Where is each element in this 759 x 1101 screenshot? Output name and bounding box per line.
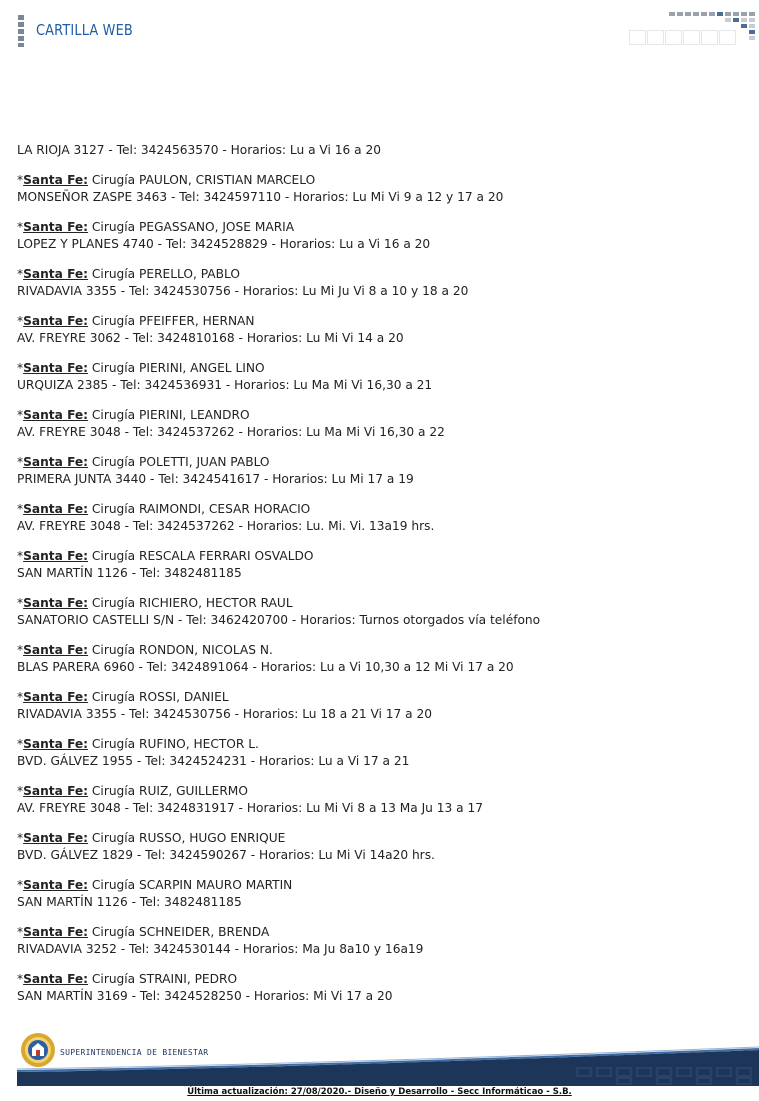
address-line: BVD. GÁLVEZ 1829 - Tel: 3424590267 - Horarios: Lu Mi Vi 14a20 hrs. [17,848,435,862]
list-item [17,313,742,347]
address-line: AV. FREYRE 3048 - Tel: 3424831917 - Horarios: Lu Mi Vi 8 a 13 Ma Ju 13 a 17 [17,801,484,815]
list-item [17,407,742,441]
doctor-name: Cirugía RUIZ, GUILLERMO [91,784,248,798]
address-line: SAN MARTÍN 1126 - Tel: 3482481185 [17,895,242,909]
address-line: BLAS PARERA 6960 - Tel: 3424891064 - Horarios: Lu a Vi 10,30 a 12 Mi Vi 17 a 20 [17,660,514,674]
location-label: Santa Fe: [23,831,89,845]
address-line: SANATORIO CASTELLI S/N - Tel: 3462420700 - Horarios: Turnos otorgados vía teléfono [17,613,541,627]
doctor-name: Cirugía PAULON, CRISTIAN MARCELO [91,173,316,187]
doctor-name: Cirugía SCHNEIDER, BRENDA [91,925,270,939]
doctor-name: Cirugía SCARPIN MAURO MARTIN [91,878,293,892]
doctor-line: *Santa Fe: Cirugía PERELLO, PABLO [17,267,240,281]
location-label: Santa Fe: [23,878,89,892]
doctor-name: Cirugía RICHIERO, HECTOR RAUL [91,596,293,610]
page-header [0,0,759,60]
address-line: RIVADAVIA 3252 - Tel: 3424530144 - Horarios: Ma Ju 8a10 y 16a19 [17,942,424,956]
list-item [17,595,742,629]
doctor-name: Cirugía POLETTI, JUAN PABLO [91,455,270,469]
location-label: Santa Fe: [23,408,89,422]
doctor-line: *Santa Fe: Cirugía RICHIERO, HECTOR RAUL [17,596,293,610]
doctor-line: *Santa Fe: Cirugía RONDON, NICOLAS N. [17,643,273,657]
doctor-name: Cirugía RESCALA FERRARI OSVALDO [91,549,314,563]
location-label: Santa Fe: [23,220,89,234]
doctor-line: *Santa Fe: Cirugía PEGASSANO, JOSE MARIA [17,220,295,234]
location-label: Santa Fe: [23,643,89,657]
location-label: Santa Fe: [23,596,89,610]
address-line: LOPEZ Y PLANES 4740 - Tel: 3424528829 - Horarios: Lu a Vi 16 a 20 [17,237,431,251]
location-label: Santa Fe: [23,267,89,281]
list-item [17,924,742,958]
location-label: Santa Fe: [23,455,89,469]
list-item [17,501,742,535]
location-label: Santa Fe: [23,690,89,704]
header-title: CARTILLA WEB [36,21,133,39]
doctor-line: *Santa Fe: Cirugía PFEIFFER, HERNAN [17,314,255,328]
list-item [17,830,742,864]
doctor-name: Cirugía RUFINO, HECTOR L. [91,737,259,751]
address-line: PRIMERA JUNTA 3440 - Tel: 3424541617 - Horarios: Lu Mi 17 a 19 [17,472,414,486]
doctor-line: *Santa Fe: Cirugía RUFINO, HECTOR L. [17,737,259,751]
institution-seal-icon [20,1032,56,1068]
doctor-line: *Santa Fe: Cirugía PIERINI, ANGEL LINO [17,361,265,375]
doctor-line: *Santa Fe: Cirugía RAIMONDI, CESAR HORACIO [17,502,311,516]
grid-squares-icon [629,10,759,50]
list-item [17,142,742,159]
address-line: AV. FREYRE 3062 - Tel: 3424810168 - Horarios: Lu Mi Vi 14 a 20 [17,331,404,345]
list-item [17,689,742,723]
location-label: Santa Fe: [23,361,89,375]
list-item [17,219,742,253]
location-label: Santa Fe: [23,549,89,563]
stacked-bars-icon [18,15,24,47]
doctor-name: Cirugía PIERINI, ANGEL LINO [91,361,265,375]
doctor-line: *Santa Fe: Cirugía STRAINI, PEDRO [17,972,238,986]
address-line: URQUIZA 2385 - Tel: 3424536931 - Horarios: Lu Ma Mi Vi 16,30 a 21 [17,378,433,392]
doctor-name: Cirugía PFEIFFER, HERNAN [91,314,255,328]
list-item [17,971,742,1005]
location-label: Santa Fe: [23,784,89,798]
doctor-name: Cirugía RUSSO, HUGO ENRIQUE [91,831,286,845]
doctor-name: Cirugía RONDON, NICOLAS N. [91,643,273,657]
location-label: Santa Fe: [23,972,89,986]
doctor-name: Cirugía STRAINI, PEDRO [91,972,238,986]
doctor-line: *Santa Fe: Cirugía RUSSO, HUGO ENRIQUE [17,831,286,845]
location-label: Santa Fe: [23,173,89,187]
doctor-name: Cirugía PERELLO, PABLO [91,267,240,281]
list-item [17,548,742,582]
doctor-name: Cirugía ROSSI, DANIEL [91,690,229,704]
address-line: MONSEÑOR ZASPE 3463 - Tel: 3424597110 - Horarios: Lu Mi Vi 9 a 12 y 17 a 20 [17,190,504,204]
doctor-line: *Santa Fe: Cirugía RUIZ, GUILLERMO [17,784,248,798]
location-label: Santa Fe: [23,925,89,939]
list-item [17,783,742,817]
doctor-name: Cirugía RAIMONDI, CESAR HORACIO [91,502,311,516]
entries-list [17,172,742,1005]
address-line: AV. FREYRE 3048 - Tel: 3424537262 - Horarios: Lu Ma Mi Vi 16,30 a 22 [17,425,445,439]
address-line: LA RIOJA 3127 - Tel: 3424563570 - Horarios: Lu a Vi 16 a 20 [17,143,381,157]
doctor-line: *Santa Fe: Cirugía SCARPIN MAURO MARTIN [17,878,293,892]
doctor-line: *Santa Fe: Cirugía PAULON, CRISTIAN MARCELO [17,173,316,187]
footer-note: Última actualización: 27/08/2020.- Diseño y Desarrollo - Secc Informáticao - S.B. [187,1087,572,1097]
list-item [17,642,742,676]
list-item [17,360,742,394]
list-item [17,266,742,300]
location-label: Santa Fe: [23,314,89,328]
address-line: BVD. GÁLVEZ 1955 - Tel: 3424524231 - Horarios: Lu a Vi 17 a 21 [17,754,410,768]
address-line: SAN MARTÍN 3169 - Tel: 3424528250 - Horarios: Mi Vi 17 a 20 [17,989,393,1003]
doctor-line: *Santa Fe: Cirugía SCHNEIDER, BRENDA [17,925,270,939]
organization-name: SUPERINTENDENCIA DE BIENESTAR [60,1048,209,1057]
list-item [17,877,742,911]
doctor-line: *Santa Fe: Cirugía ROSSI, DANIEL [17,690,229,704]
doctor-name: Cirugía PIERINI, LEANDRO [91,408,250,422]
list-item [17,454,742,488]
address-line: RIVADAVIA 3355 - Tel: 3424530756 - Horarios: Lu 18 a 21 Vi 17 a 20 [17,707,433,721]
location-label: Santa Fe: [23,737,89,751]
doctor-line: *Santa Fe: Cirugía RESCALA FERRARI OSVALDO [17,549,314,563]
address-line: SAN MARTÍN 1126 - Tel: 3482481185 [17,566,242,580]
address-line: RIVADAVIA 3355 - Tel: 3424530756 - Horarios: Lu Mi Ju Vi 8 a 10 y 18 a 20 [17,284,469,298]
list-item [17,172,742,206]
doctor-line: *Santa Fe: Cirugía POLETTI, JUAN PABLO [17,455,270,469]
list-item [17,736,742,770]
address-line: AV. FREYRE 3048 - Tel: 3424537262 - Horarios: Lu. Mi. Vi. 13a19 hrs. [17,519,435,533]
directory-listing [17,142,742,1018]
footer-banner [17,1038,759,1086]
doctor-name: Cirugía PEGASSANO, JOSE MARIA [91,220,295,234]
doctor-line: *Santa Fe: Cirugía PIERINI, LEANDRO [17,408,250,422]
location-label: Santa Fe: [23,502,89,516]
page-footer [0,1028,759,1101]
